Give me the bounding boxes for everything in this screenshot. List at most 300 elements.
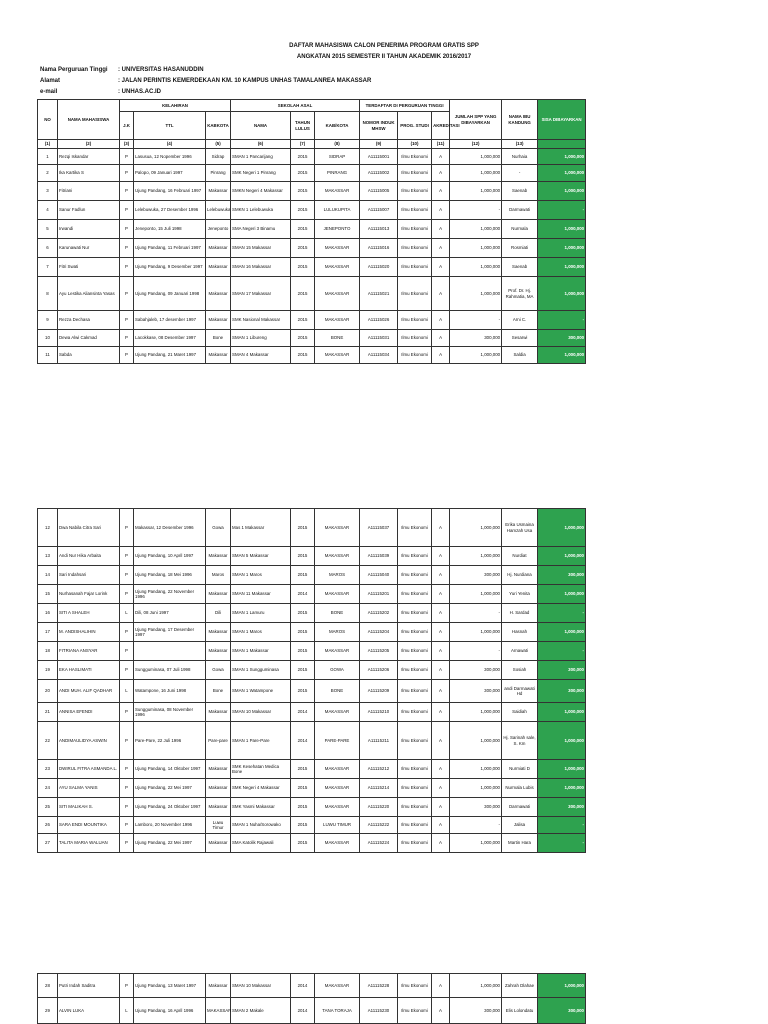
table-row: [38, 974, 586, 998]
cell-jumlah: 300,000: [450, 330, 502, 347]
cell-ibu: Darmawati: [502, 798, 538, 817]
cell-akreditasi: A: [432, 165, 450, 182]
cell-nim: A11115220: [360, 798, 398, 817]
cell-nim: A11115001: [360, 149, 398, 165]
cell-tahun-lulus: 2015: [291, 680, 315, 703]
cell-jk: P: [120, 585, 134, 604]
cell-jk: P: [120, 509, 134, 547]
table-row: [38, 760, 586, 779]
cell-akreditasi: A: [432, 149, 450, 165]
cell-ibu: andi Darmawati Hd: [502, 680, 538, 703]
table-row: [38, 604, 586, 623]
cell-jumlah: 1,000,000: [450, 834, 502, 853]
cell-sekolah-kab: PINRANG: [315, 165, 360, 182]
cell-prodi: Ilmu Ekonomi: [398, 220, 432, 239]
cell-nama: SITI MALIKAH S.: [58, 798, 120, 817]
cell-ibu: Martin Hara: [502, 834, 538, 853]
table-row: [38, 661, 586, 680]
column-number: (12): [450, 140, 502, 149]
cell-ttl: Lamboro, 20 November 1996: [134, 817, 206, 834]
cell-sekolah: SMAN 15 Makassar: [231, 239, 291, 258]
column-number: (10): [398, 140, 432, 149]
cell-no: 16: [38, 604, 58, 623]
cell-tahun-lulus: 2015: [291, 220, 315, 239]
cell-tahun-lulus: 2015: [291, 311, 315, 330]
col-nim: NOMOR INDUK MHSW: [360, 112, 398, 140]
cell-sekolah: SMAN 1 Watampone: [231, 680, 291, 703]
cell-sisa: 1,000,000: [538, 347, 586, 364]
cell-nim: A11115026: [360, 311, 398, 330]
column-number: (13): [502, 140, 538, 149]
col-akreditasi: AKREDITASI: [432, 112, 450, 140]
cell-ttl: Ujung Pandang, 16 April 1996: [134, 998, 206, 1024]
cell-no: 14: [38, 566, 58, 585]
cell-no: 10: [38, 330, 58, 347]
cell-prodi: Ilmu Ekonomi: [398, 642, 432, 661]
cell-nama: Sanur Fadlun: [58, 201, 120, 220]
cell-ibu: -: [502, 165, 538, 182]
cell-ttl: Dili, 08 Juni 1997: [134, 604, 206, 623]
cell-ibu: Nurdiat: [502, 547, 538, 566]
cell-nim: A11115040: [360, 566, 398, 585]
table-row: [38, 239, 586, 258]
cell-sekolah-kab: MAKASSAR: [315, 760, 360, 779]
cell-prodi: Ilmu Ekonomi: [398, 182, 432, 201]
cell-jumlah: 1,000,000: [450, 547, 502, 566]
cell-akreditasi: A: [432, 277, 450, 311]
cell-sekolah: SMAN 2 Makale: [231, 998, 291, 1024]
cell-sisa: 1,000,000: [538, 182, 586, 201]
cell-prodi: Ilmu Ekonomi: [398, 703, 432, 722]
cell-jk: P: [120, 182, 134, 201]
cell-jumlah: -: [450, 311, 502, 330]
cell-jk: P: [120, 347, 134, 364]
cell-sisa: -: [538, 311, 586, 330]
cell-jumlah: 1,000,000: [450, 165, 502, 182]
cell-tahun-lulus: 2015: [291, 149, 315, 165]
cell-no: 28: [38, 974, 58, 998]
cell-akreditasi: A: [432, 974, 450, 998]
cell-ibu: H. Sardad: [502, 604, 538, 623]
cell-sekolah: SMAN 1 Pare-Pare: [231, 722, 291, 760]
cell-prodi: Ilmu Ekonomi: [398, 779, 432, 798]
cell-kabkota: Bone: [206, 330, 231, 347]
cell-sisa: 1,000,000: [538, 703, 586, 722]
cell-nim: A11115034: [360, 347, 398, 364]
cell-sekolah: SMAN 10 Makassar: [231, 703, 291, 722]
cell-nama: Dwa Nabila Citra Sari: [58, 509, 120, 547]
cell-kabkota: Makassar: [206, 547, 231, 566]
cell-jk: P: [120, 311, 134, 330]
cell-sisa: -: [538, 604, 586, 623]
cell-ttl: Ujung Pandang, 22 Mei 1997: [134, 834, 206, 853]
cell-ibu: Nurhaia: [502, 149, 538, 165]
cell-akreditasi: A: [432, 258, 450, 277]
cell-nama: Nurhasanah Fajar Lorink: [58, 585, 120, 604]
cell-sisa: 1,000,000: [538, 623, 586, 642]
cell-jumlah: 1,000,000: [450, 258, 502, 277]
cell-akreditasi: A: [432, 680, 450, 703]
cell-akreditasi: A: [432, 566, 450, 585]
column-number: (4): [134, 140, 206, 149]
cell-kabkota: Luwu Timur: [206, 817, 231, 834]
cell-sekolah: SMAN 17 Makassar: [231, 277, 291, 311]
cell-ttl: Ujung Pandang, 22 Mei 1997: [134, 779, 206, 798]
cell-nama: Ayu Lestika Aliansinta Yasas: [58, 277, 120, 311]
cell-kabkota: Makassar: [206, 277, 231, 311]
cell-tahun-lulus: 2015: [291, 277, 315, 311]
cell-no: 29: [38, 998, 58, 1024]
column-number: (3): [120, 140, 134, 149]
info-value: : UNHAS.AC.ID: [118, 89, 161, 95]
cell-jumlah: -: [450, 642, 502, 661]
cell-kabkota: Makassar: [206, 703, 231, 722]
cell-nim: A11115013: [360, 220, 398, 239]
cell-ibu: Erika Usmaina Hamzah Usa: [502, 509, 538, 547]
cell-sisa: 300,000: [538, 330, 586, 347]
table-row: [38, 165, 586, 182]
cell-sekolah: SMKN 1 Lelebuwuka: [231, 201, 291, 220]
col-sekolah-nama: NAMA: [231, 112, 291, 140]
cell-sekolah-kab: BONE: [315, 680, 360, 703]
cell-sekolah: SMAN 10 Makassar: [231, 974, 291, 998]
cell-akreditasi: A: [432, 347, 450, 364]
cell-tahun-lulus: 2015: [291, 798, 315, 817]
cell-sisa: 1,000,000: [538, 165, 586, 182]
cell-jumlah: 300,000: [450, 680, 502, 703]
cell-prodi: Ilmu Ekonomi: [398, 604, 432, 623]
cell-jk: P: [120, 798, 134, 817]
table-row: [38, 149, 586, 165]
col-ibu: NAMA IBU KANDUNG: [502, 100, 538, 140]
cell-jumlah: -: [450, 201, 502, 220]
cell-nama: DWIRUL FITRA ASMANDA L.: [58, 760, 120, 779]
cell-tahun-lulus: 2015: [291, 258, 315, 277]
table-row: [38, 623, 586, 642]
cell-ttl: Sabahjaleb, 17 desember 1997: [134, 311, 206, 330]
cell-jumlah: 1,000,000: [450, 703, 502, 722]
cell-sekolah-kab: MAKASSAR: [315, 642, 360, 661]
cell-sekolah: SMAN 1 Lamuru: [231, 604, 291, 623]
cell-no: 1: [38, 149, 58, 165]
cell-prodi: Ilmu Ekonomi: [398, 760, 432, 779]
cell-prodi: Ilmu Ekonomi: [398, 680, 432, 703]
cell-sekolah: SMAN 1 Sungguminasa: [231, 661, 291, 680]
cell-ibu: Prof. Dr. Hj. Rahmatia, MA: [502, 277, 538, 311]
cell-nim: A11115204: [360, 623, 398, 642]
cell-jumlah: 1,000,000: [450, 220, 502, 239]
cell-jk: P: [120, 661, 134, 680]
cell-tahun-lulus: 2015: [291, 201, 315, 220]
cell-prodi: Ilmu Ekonomi: [398, 149, 432, 165]
cell-sekolah-kab: MAROS: [315, 566, 360, 585]
cell-no: 26: [38, 817, 58, 834]
cell-nama: Sabda: [58, 347, 120, 364]
cell-sekolah: SMAN 4 Makassar: [231, 347, 291, 364]
cell-prodi: Ilmu Ekonomi: [398, 623, 432, 642]
cell-ibu: Yuri Yenita: [502, 585, 538, 604]
cell-no: 25: [38, 798, 58, 817]
col-no: NO: [38, 100, 58, 140]
cell-nama: Rezza Dechasa: [58, 311, 120, 330]
cell-sisa: 300,000: [538, 998, 586, 1024]
table-row: [38, 311, 586, 330]
cell-nim: A11115209: [360, 680, 398, 703]
cell-ttl: Sungguminasa, 07 Juli 1998: [134, 661, 206, 680]
cell-ibu: Nurmala Lubis: [502, 779, 538, 798]
cell-jumlah: 1,000,000: [450, 760, 502, 779]
cell-sekolah-kab: MAKASSAR: [315, 347, 360, 364]
cell-nim: A11115202: [360, 604, 398, 623]
cell-tahun-lulus: 2015: [291, 182, 315, 201]
cell-ttl: Lasusua, 12 Nopember 1996: [134, 149, 206, 165]
cell-sisa: 300,000: [538, 680, 586, 703]
cell-no: 22: [38, 722, 58, 760]
cell-ibu: Hj. Sarinah sale, S. Km: [502, 722, 538, 760]
cell-akreditasi: A: [432, 642, 450, 661]
cell-ibu: Nurmiati D: [502, 760, 538, 779]
student-table-page-1: [37, 99, 586, 364]
student-table-page-3: [37, 973, 586, 1024]
cell-ttl: Pare-Pare, 22 Juli 1996: [134, 722, 206, 760]
column-number: (6): [231, 140, 291, 149]
cell-no: 12: [38, 509, 58, 547]
cell-prodi: Ilmu Ekonomi: [398, 277, 432, 311]
col-sekolah: SEKOLAH ASAL: [231, 100, 360, 112]
cell-no: 19: [38, 661, 58, 680]
cell-prodi: Ilmu Ekonomi: [398, 547, 432, 566]
cell-sisa: 1,000,000: [538, 239, 586, 258]
cell-tahun-lulus: 2014: [291, 998, 315, 1024]
cell-ibu: Nurmala: [502, 220, 538, 239]
cell-ibu: Saidiah: [502, 703, 538, 722]
col-prodi: PROG. STUDI: [398, 112, 432, 140]
cell-prodi: Ilmu Ekonomi: [398, 974, 432, 998]
cell-nim: A11115205: [360, 642, 398, 661]
cell-kabkota: Pinrang: [206, 165, 231, 182]
cell-sisa: 300,000: [538, 661, 586, 680]
cell-sekolah-kab: MAKASSAR: [315, 779, 360, 798]
cell-nama: SARA ENDI MOUNTIKA: [58, 817, 120, 834]
col-jumlah: JUMLAH SPP YANG DIBAYARKAN: [450, 100, 502, 140]
column-number: (9): [360, 140, 398, 149]
col-nama: NAMA MAHASISWA: [58, 100, 120, 140]
student-table-page-2: [37, 508, 586, 853]
cell-ibu: Jalisa: [502, 817, 538, 834]
table-row: [38, 779, 586, 798]
cell-no: 18: [38, 642, 58, 661]
table-row: [38, 566, 586, 585]
cell-sekolah-kab: MAKASSAR: [315, 834, 360, 853]
cell-jumlah: 300,000: [450, 566, 502, 585]
cell-tahun-lulus: 2015: [291, 509, 315, 547]
cell-sekolah: SMAN 5 Makassar: [231, 547, 291, 566]
cell-ttl: Ujung Pandang, 24 Oktober 1997: [134, 798, 206, 817]
cell-nama: Andi Nur Hika Arbaita: [58, 547, 120, 566]
cell-ibu: Saldia: [502, 347, 538, 364]
col-sisa: SISA DIBAYARKAN: [538, 100, 586, 140]
cell-tahun-lulus: 2015: [291, 834, 315, 853]
table-row: [38, 347, 586, 364]
cell-prodi: Ilmu Ekonomi: [398, 258, 432, 277]
column-number: (5): [206, 140, 231, 149]
cell-nama: FITRIANA ANSYAR: [58, 642, 120, 661]
cell-kabkota: Bone: [206, 680, 231, 703]
cell-jumlah: 300,000: [450, 998, 502, 1024]
cell-sekolah-kab: MAKASSAR: [315, 277, 360, 311]
cell-nim: A11115228: [360, 974, 398, 998]
cell-nim: A11115210: [360, 703, 398, 722]
cell-no: 6: [38, 239, 58, 258]
cell-akreditasi: A: [432, 623, 450, 642]
cell-nama: M. ANDISHALIHIN: [58, 623, 120, 642]
cell-akreditasi: A: [432, 547, 450, 566]
cell-kabkota: Gowa: [206, 661, 231, 680]
cell-kabkota: Makassar: [206, 798, 231, 817]
cell-no: 13: [38, 547, 58, 566]
cell-jumlah: 1,000,000: [450, 347, 502, 364]
cell-nim: A11115214: [360, 779, 398, 798]
cell-kabkota: Dili: [206, 604, 231, 623]
cell-ttl: Jeneponto, 15 Juli 1998: [134, 220, 206, 239]
cell-sisa: 1,000,000: [538, 585, 586, 604]
cell-ibu: Darmawati: [502, 201, 538, 220]
cell-jk: P: [120, 330, 134, 347]
cell-jumlah: 1,000,000: [450, 722, 502, 760]
cell-kabkota: Makassar: [206, 182, 231, 201]
cell-akreditasi: A: [432, 703, 450, 722]
table-row: [38, 834, 586, 853]
cell-jumlah: 1,000,000: [450, 277, 502, 311]
cell-ttl: Ujung Pandang, 16 Februari 1997: [134, 182, 206, 201]
cell-sekolah-kab: MAKASSAR: [315, 585, 360, 604]
cell-sekolah-kab: MAKASSAR: [315, 974, 360, 998]
col-ttl: TTL: [134, 112, 206, 140]
cell-nama: Irwandi: [58, 220, 120, 239]
cell-no: 24: [38, 779, 58, 798]
cell-sisa: 1,000,000: [538, 974, 586, 998]
cell-nama: Ika Kartika S: [58, 165, 120, 182]
cell-akreditasi: A: [432, 509, 450, 547]
cell-jumlah: 300,000: [450, 661, 502, 680]
cell-jk: P: [120, 201, 134, 220]
cell-sekolah-kab: MAKASSAR: [315, 547, 360, 566]
cell-jumlah: 300,000: [450, 798, 502, 817]
col-terdaftar: TERDAFTAR DI PERGURUAN TINGGI: [360, 100, 450, 112]
cell-jk: P: [120, 642, 134, 661]
info-value: : UNIVERSITAS HASANUDDIN: [118, 67, 204, 73]
table-row: [38, 220, 586, 239]
cell-jumlah: 1,000,000: [450, 779, 502, 798]
cell-akreditasi: A: [432, 182, 450, 201]
cell-sekolah: SMAN 1 Nuha/Sorowako: [231, 817, 291, 834]
document-subtitle: ANGKATAN 2015 SEMESTER II TAHUN AKADEMIK 2016/2017: [296, 54, 472, 60]
cell-nim: A11115206: [360, 661, 398, 680]
cell-akreditasi: A: [432, 779, 450, 798]
cell-akreditasi: A: [432, 817, 450, 834]
table-row: [38, 998, 586, 1024]
cell-nama: Fitriani: [58, 182, 120, 201]
cell-no: 23: [38, 760, 58, 779]
cell-sekolah-kab: MAKASSAR: [315, 311, 360, 330]
cell-ttl: Ujung Pandang, 09 Januari 1998: [134, 277, 206, 311]
cell-kabkota: Makassar: [206, 642, 231, 661]
cell-kabkota: Sidrap: [206, 149, 231, 165]
cell-akreditasi: A: [432, 661, 450, 680]
cell-kabkota: Makassar: [206, 760, 231, 779]
cell-akreditasi: A: [432, 998, 450, 1024]
cell-kabkota: Makassar: [206, 974, 231, 998]
cell-jk: P: [120, 220, 134, 239]
cell-prodi: Ilmu Ekonomi: [398, 798, 432, 817]
cell-jk: P: [120, 258, 134, 277]
cell-sekolah: SMAN 1 Maros: [231, 566, 291, 585]
cell-kabkota: Maros: [206, 566, 231, 585]
cell-prodi: Ilmu Ekonomi: [398, 165, 432, 182]
cell-nama: EKA HASLIMATI: [58, 661, 120, 680]
cell-jk: L: [120, 680, 134, 703]
cell-jumlah: 1,000,000: [450, 239, 502, 258]
table-row: [38, 817, 586, 834]
cell-tahun-lulus: 2015: [291, 661, 315, 680]
cell-sekolah-kab: MAROS: [315, 623, 360, 642]
cell-sisa: 1,000,000: [538, 509, 586, 547]
cell-sekolah: SMAN 16 Makassar: [231, 258, 291, 277]
cell-prodi: Ilmu Ekonomi: [398, 817, 432, 834]
cell-sekolah: SMK Yasmi Makassar: [231, 798, 291, 817]
table-row: [38, 703, 586, 722]
cell-kabkota: Lelebuwuka: [206, 201, 231, 220]
cell-nama: Dewa Alwi Cakmad: [58, 330, 120, 347]
cell-jk: P: [120, 623, 134, 642]
table-row: [38, 330, 586, 347]
cell-sisa: -: [538, 642, 586, 661]
cell-sekolah-kab: LUWU TIMUR: [315, 817, 360, 834]
cell-nim: A11115021: [360, 277, 398, 311]
info-key: Alamat: [40, 78, 61, 84]
cell-tahun-lulus: 2014: [291, 722, 315, 760]
cell-jk: P: [120, 277, 134, 311]
cell-prodi: Ilmu Ekonomi: [398, 311, 432, 330]
cell-nim: A11115037: [360, 509, 398, 547]
cell-ttl: Ujung Pandang, 9 Desember 1997: [134, 258, 206, 277]
cell-no: 9: [38, 311, 58, 330]
cell-jk: P: [120, 149, 134, 165]
cell-nama: Sari Indahsari: [58, 566, 120, 585]
cell-akreditasi: A: [432, 239, 450, 258]
cell-jk: L: [120, 604, 134, 623]
cell-tahun-lulus: 2015: [291, 566, 315, 585]
cell-no: 20: [38, 680, 58, 703]
cell-ibu: Hasnah: [502, 623, 538, 642]
cell-ttl: Makassar, 12 Desember 1996: [134, 509, 206, 547]
cell-ibu: Hj. Nurdiana: [502, 566, 538, 585]
cell-no: 17: [38, 623, 58, 642]
cell-sekolah: SMA Negeri 3 Binamu: [231, 220, 291, 239]
cell-sisa: 1,000,000: [538, 277, 586, 311]
cell-sisa: 1,000,000: [538, 722, 586, 760]
cell-ttl: Palopo, 09 Januari 1997: [134, 165, 206, 182]
cell-nama: ANDI MUH. ALIF QADHAR: [58, 680, 120, 703]
cell-nim: A11115005: [360, 182, 398, 201]
cell-sekolah: SMKN Negeri 4 Makassar: [231, 182, 291, 201]
column-number-sisa: [538, 140, 586, 149]
col-tahun-lulus: TAHUN LULUS: [291, 112, 315, 140]
cell-sekolah-kab: MAKASSAR: [315, 182, 360, 201]
cell-kabkota: Makassar: [206, 779, 231, 798]
cell-jk: P: [120, 703, 134, 722]
col-kabkota: KABKOTA: [206, 112, 231, 140]
